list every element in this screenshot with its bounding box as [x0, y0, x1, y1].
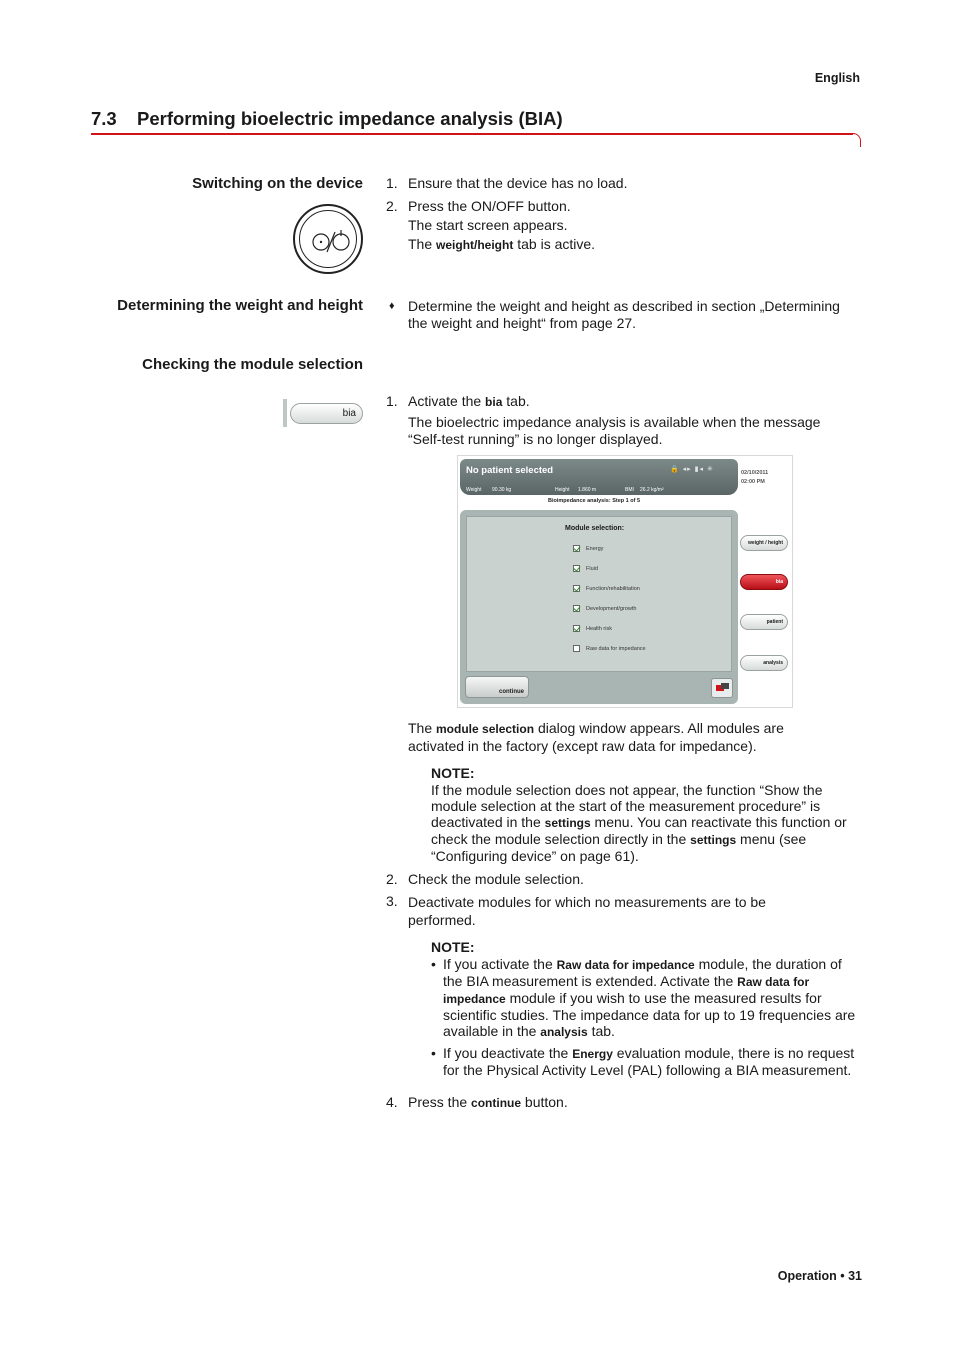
check-step-3: 3. Deactivate modules for which no measurements are to be performed. [386, 893, 766, 928]
checkbox-icon[interactable] [573, 625, 580, 632]
bullet-weight-height: ♦ Determine the weight and height as described in section „Determining the weight and height“ from page 27. [389, 298, 840, 331]
module-raw-data[interactable]: Raw data for impedance [573, 645, 646, 652]
side-heading-module-check: Checking the module selection [142, 356, 363, 373]
device-screen [457, 455, 793, 708]
tab-weight-height[interactable]: weight / height [740, 535, 788, 551]
module-selection-description: The module selection dialog window appears. All modules are activated in the factory (except raw data for impedance). [408, 720, 784, 754]
section-number: 7.3 [91, 108, 117, 129]
checkbox-icon[interactable] [573, 605, 580, 612]
check-step-4: 4. Press the continue button. [386, 1094, 568, 1110]
tab-bia[interactable]: bia [740, 574, 788, 590]
note-2-bullet-1: • If you activate the Raw data for impedance module, the duration of the BIA measurement is extended. Activate the Raw data for impedance module if you wish to use the measured results for scientific studies. The impedance data for up to 19 frequencies are available in the analysis tab. [431, 956, 856, 1039]
module-development[interactable]: Development/growth [573, 605, 636, 612]
language-flag-icon[interactable] [711, 678, 733, 698]
page-footer: Operation • 31 [777, 1269, 862, 1283]
step-2: 2. Press the ON/OFF button. The start screen appears. The weight/height tab is active. [386, 198, 596, 252]
module-health-risk[interactable]: Health risk [573, 625, 612, 632]
module-panel [460, 510, 738, 704]
checkbox-icon[interactable] [573, 545, 580, 552]
module-selection-title: Module selection: [565, 525, 625, 532]
note-2-bullet-2: • If you deactivate the Energy evaluation module, there is no request for the Physical Activity Level (PAL) following a BIA measurement. [431, 1045, 855, 1078]
side-heading-weight-height: Determining the weight and height [117, 297, 363, 314]
note-1: NOTE: If the module selection does not appear, the function “Show the module selection at the start of the measurement procedure” is deactivated in the settings menu. You can reactivate this function or check the module selection directly in the settings menu (see “Configuring device” on page 61). [431, 765, 847, 864]
checkbox-icon[interactable] [573, 565, 580, 572]
module-fluid[interactable]: Fluid [573, 565, 598, 572]
bia-tab-label: bia [290, 403, 363, 424]
screen-header: No patient selected 🔒 ◂▸ ▮◂ ✳ Weight 90.30 kg Height 1.860 m BMI 26.2 kg/m² [460, 459, 738, 495]
step-1: 1. Ensure that the device has no load. [386, 175, 628, 191]
screen-datetime: 02/10/2011 02:00 PM [741, 470, 769, 485]
heading-rule-hook [851, 133, 861, 147]
power-button-icon [293, 204, 363, 274]
patient-status: No patient selected [466, 465, 554, 476]
section-title: Performing bioelectric impedance analysis (BIA) [137, 108, 563, 129]
section-heading [91, 108, 563, 130]
screen-step-label: Bioimpedance analysis: Step 1 of 5 [548, 498, 641, 504]
status-icons: 🔒 ◂▸ ▮◂ ✳ [670, 466, 714, 473]
language-label: English [814, 71, 860, 85]
checkbox-icon[interactable] [573, 645, 580, 652]
check-step-2: 2. Check the module selection. [386, 871, 584, 887]
continue-button[interactable]: continue [465, 676, 529, 698]
heading-rule [91, 133, 853, 135]
side-heading-switching-on: Switching on the device [192, 175, 363, 192]
tab-analysis[interactable]: analysis [740, 655, 788, 671]
checkbox-icon[interactable] [573, 585, 580, 592]
tab-patient[interactable]: patient [740, 614, 788, 630]
check-step-1: 1. Activate the bia tab. The bioelectric impedance analysis is available when the message “Self-test running” is no longer displayed. [386, 393, 821, 447]
bia-tab-illustration [283, 399, 363, 427]
module-energy[interactable]: Energy [573, 545, 603, 552]
module-function[interactable]: Function/rehabilitation [573, 585, 640, 592]
note-2: NOTE: • If you activate the Raw data for impedance module, the duration of the BIA measurement is extended. Activate the Raw data for impedance module if you wish to use the measured results for scientific studies. The impedance data for up to 19 frequencies are available in the analysis tab. • If you deactivate the Energy evaluation module, there is no request for the Physical Activity Level (PAL) following a BIA measurement. [431, 939, 863, 1078]
